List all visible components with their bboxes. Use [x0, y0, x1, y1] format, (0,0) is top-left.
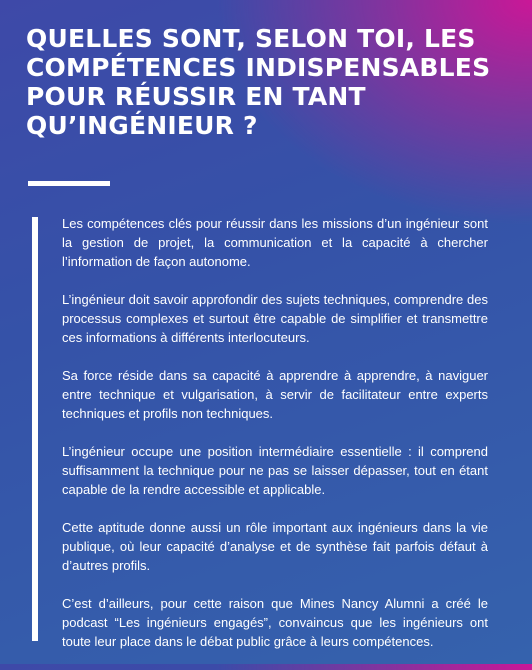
title-line-2: COMPÉTENCES INDISPENSABLES: [26, 53, 491, 82]
page-title: [26, 24, 506, 140]
quote-vertical-bar: [32, 217, 38, 641]
title-line-4: QU’INGÉNIEUR ?: [26, 111, 258, 140]
paragraph-1: Les compétences clés pour réussir dans les missions d’un ingénieur sont la gestion de projet, la communication et la capacité à chercher l’information de façon autonome.: [62, 216, 488, 269]
paragraph-2: L’ingénieur doit savoir approfondir des sujets techniques, comprendre des processus complexes et surtout être capable de simplifier et transmettre ces informations à différents interlocuteurs.: [62, 292, 488, 345]
paragraph-3: Sa force réside dans sa capacité à apprendre à apprendre, à naviguer entre technique et vulgarisation, à servir de facilitateur entre experts techniques et profils non techniques.: [62, 368, 488, 421]
title-line-3: POUR RÉUSSIR EN TANT: [26, 82, 366, 111]
paragraph-5: Cette aptitude donne aussi un rôle important aux ingénieurs dans la vie publique, où leur capacité d’analyse et de synthèse fait parfois défaut à d’autres profils.: [62, 520, 488, 573]
article-body: [62, 214, 488, 670]
title-underline-divider: [28, 181, 110, 186]
title-line-1: QUELLES SONT, SELON TOI, LES: [26, 24, 476, 53]
paragraph-6: C’est d’ailleurs, pour cette raison que Mines Nancy Alumni a créé le podcast “Les ingénieurs engagés”, convaincus que les ingénieurs ont toute leur place dans le débat public grâce à leurs compétences.: [62, 596, 488, 649]
paragraph-4: L’ingénieur occupe une position intermédiaire essentielle : il comprend suffisamment la technique pour ne pas se laisser dépasser, tout en étant capable de la rendre accessible et applicable.: [62, 444, 488, 497]
